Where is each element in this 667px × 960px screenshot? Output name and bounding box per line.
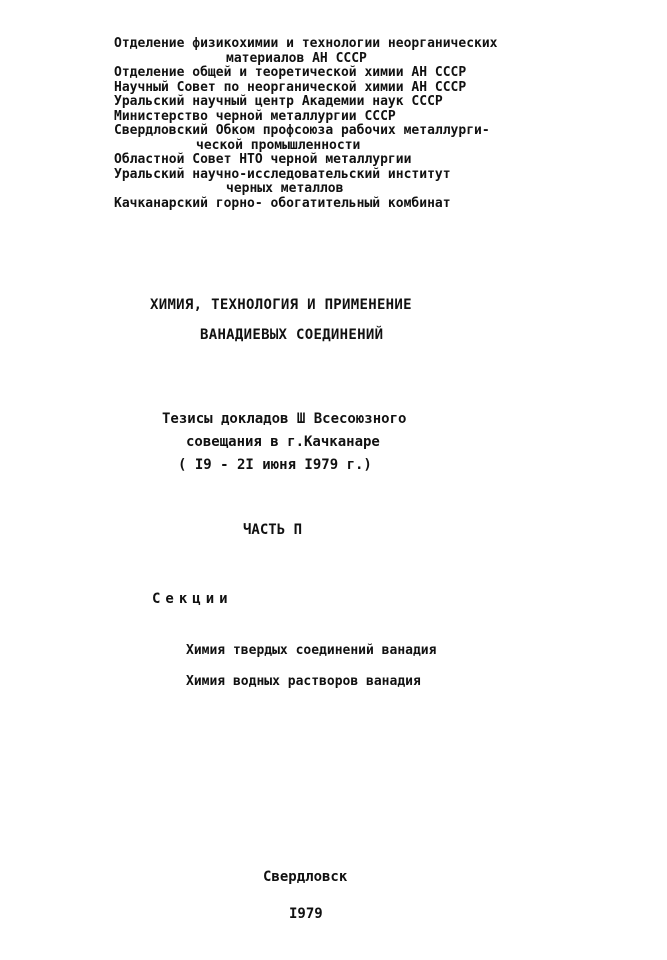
- org-line: черных металлов: [226, 181, 344, 196]
- theses-line: ( I9 - 2I июня I979 г.): [178, 457, 372, 473]
- org-line: Научный Совет по неорганической химии АН СССР: [114, 79, 467, 95]
- title-line: ХИМИЯ, ТЕХНОЛОГИЯ И ПРИМЕНЕНИЕ: [150, 297, 412, 313]
- org-line: Уральский научно-исследовательский институт: [114, 166, 451, 182]
- org-line: ческой промышленности: [196, 137, 361, 153]
- theses-line: совещания в г.Качканаре: [186, 434, 380, 450]
- organizations-list: [114, 37, 584, 211]
- imprint-year: I979: [289, 906, 323, 922]
- theses-line: Тезисы докладов Ш Всесоюзного: [162, 411, 407, 427]
- sections-list: [186, 635, 566, 697]
- org-line: Свердловский Обком профсоюза рабочих металлурги-: [114, 123, 490, 138]
- theses-description: [162, 408, 562, 477]
- imprint-city: Свердловск: [263, 869, 348, 885]
- sections-heading: Секции: [152, 591, 233, 607]
- org-line: Уральский научный центр Академии наук СССР: [114, 94, 443, 109]
- title-line: ВАНАДИЕВЫХ СОЕДИНЕНИЙ: [200, 327, 384, 343]
- part-label: ЧАСТЬ П: [243, 522, 303, 538]
- org-line: Министерство черной металлургии СССР: [114, 108, 396, 124]
- document-title: [150, 290, 570, 350]
- section-item: Химия твердых соединений ванадия: [186, 643, 437, 658]
- section-item: Химия водных растворов ванадия: [186, 674, 421, 689]
- org-line: Отделение физикохимии и технологии неорганических: [114, 36, 498, 51]
- org-line: материалов АН СССР: [226, 50, 367, 66]
- org-line: Отделение общей и теоретической химии АН СССР: [114, 65, 467, 80]
- org-line: Качканарский горно- обогатительный комбинат: [114, 195, 451, 211]
- org-line: Областной Совет НТО черной металлургии: [114, 152, 412, 167]
